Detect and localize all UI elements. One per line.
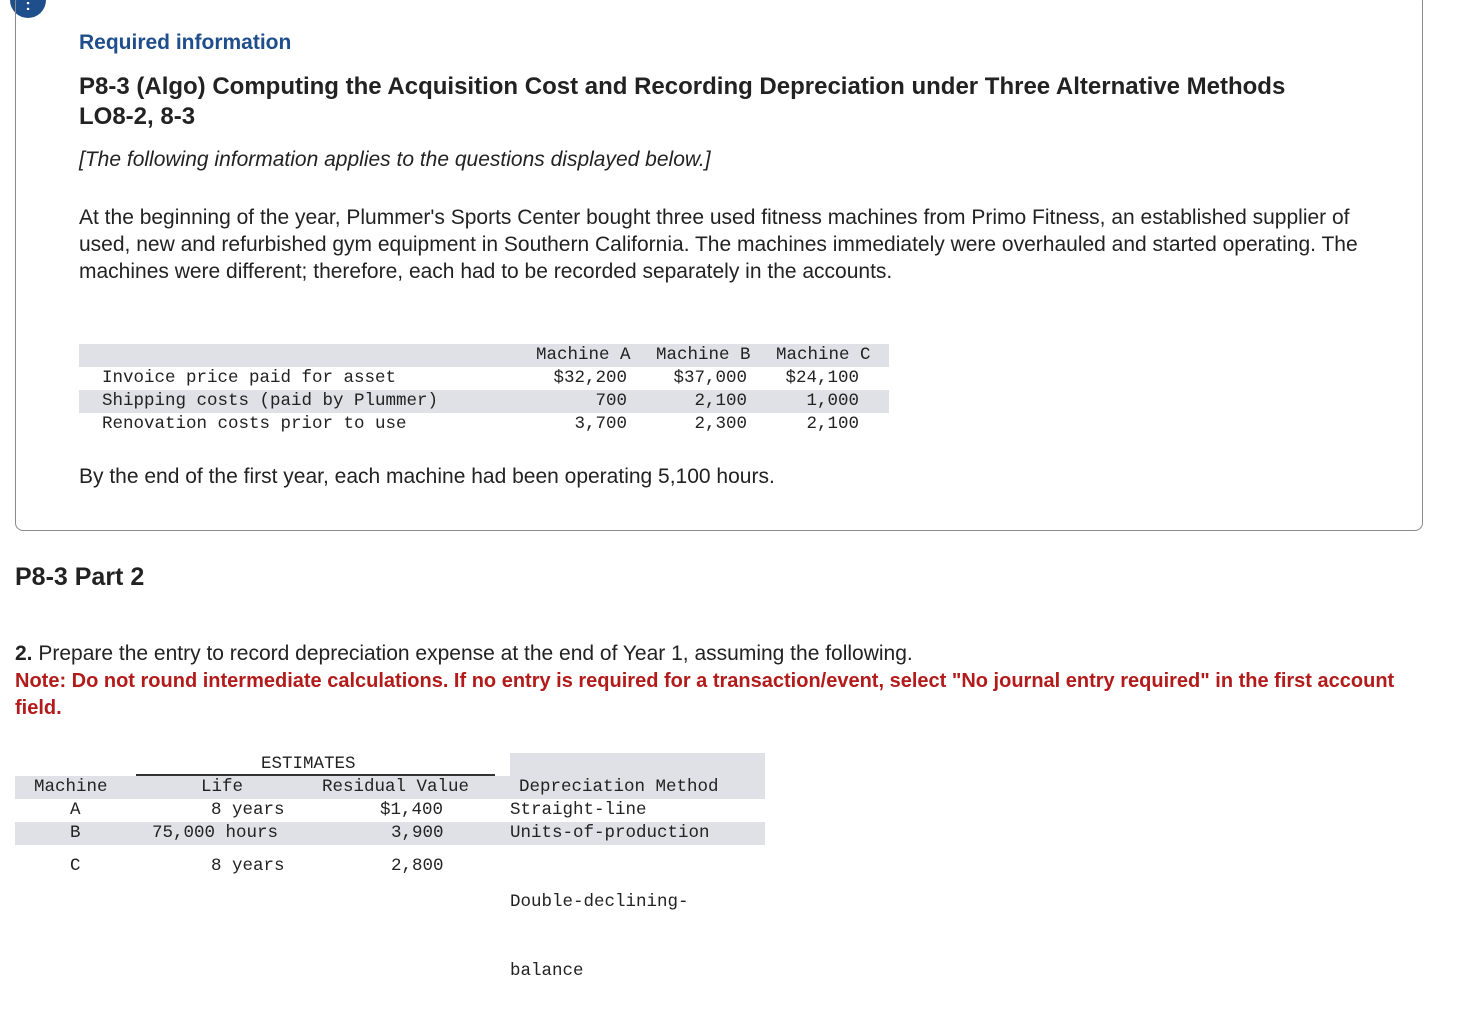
estimates-table	[15, 753, 765, 981]
cell-machine-c: $24,100	[785, 368, 859, 388]
table-row	[15, 845, 765, 981]
required-information-heading: Required information	[79, 31, 292, 54]
method-line-2: balance	[510, 961, 584, 981]
header-shade	[510, 753, 765, 776]
cell-machine: C	[70, 856, 81, 876]
table-row	[15, 799, 765, 822]
table-row	[79, 390, 889, 413]
header-machine-a: Machine A	[536, 345, 631, 365]
table-row	[79, 367, 889, 390]
cell-machine-b: 2,100	[694, 391, 747, 411]
cost-table-header-row	[79, 344, 889, 367]
operating-hours-text: By the end of the first year, each machine had been operating 5,100 hours.	[79, 465, 775, 488]
row-label: Shipping costs (paid by Plummer)	[102, 391, 439, 411]
row-label: Invoice price paid for asset	[102, 368, 397, 388]
question-text	[15, 642, 913, 666]
cell-machine-c: 1,000	[806, 391, 859, 411]
cell-machine-a: 3,700	[574, 414, 627, 434]
estimates-header-row	[15, 776, 765, 799]
cell-machine-a: $32,200	[553, 368, 627, 388]
cell-machine-b: $37,000	[673, 368, 747, 388]
cell-machine: B	[70, 823, 81, 843]
scenario-text: At the beginning of the year, Plummer's Sports Center bought three used fitness machines from Primo Fitness, an established supplier of used, new and refurbished gym equipment in Southern California. The machines immediately were overhauled and started operating. The machines were different; therefore, each had to be recorded separately in the accounts.	[79, 206, 1358, 283]
problem-title: P8-3 (Algo) Computing the Acquisition Cost and Recording Depreciation under Three Alternative Methods LO8-2, 8-3	[79, 73, 1286, 130]
question-number: 2.	[15, 642, 33, 665]
cell-machine-b: 2,300	[694, 414, 747, 434]
acquisition-cost-table	[79, 344, 889, 436]
header-depreciation-method: Depreciation Method	[519, 777, 719, 797]
header-machine: Machine	[34, 777, 108, 797]
part-title: P8-3 Part 2	[15, 563, 145, 591]
cell-life: 8 years	[211, 856, 285, 876]
header-life: Life	[201, 777, 244, 797]
cell-machine-c: 2,100	[806, 414, 859, 434]
table-row	[15, 822, 765, 845]
row-label: Renovation costs prior to use	[102, 414, 407, 434]
cell-method	[510, 845, 689, 1029]
header-machine-b: Machine B	[656, 345, 751, 365]
estimates-group-header	[15, 753, 765, 776]
method-line-1: Double-declining-	[510, 892, 689, 912]
cell-machine: A	[70, 800, 81, 820]
applies-note: [The following information applies to the questions displayed below.]	[79, 148, 711, 171]
cell-residual: $1,400	[380, 800, 444, 820]
cell-residual: 3,900	[391, 823, 444, 843]
table-row	[79, 413, 889, 436]
header-machine-c: Machine C	[776, 345, 871, 365]
cell-life: 8 years	[211, 800, 285, 820]
question-body: Prepare the entry to record depreciation expense at the end of Year 1, assuming the following.	[38, 642, 913, 665]
cell-life: 75,000 hours	[152, 823, 279, 843]
cell-machine-a: 700	[595, 391, 627, 411]
instruction-note: Note: Do not round intermediate calculations. If no entry is required for a transaction/event, select "No journal entry required" in the first account field.	[15, 670, 1395, 719]
cell-method: Units-of-production	[510, 823, 710, 843]
info-badge-icon: :	[10, 0, 46, 18]
header-residual-value: Residual Value	[322, 777, 470, 797]
cell-method: Straight-line	[510, 800, 647, 820]
estimates-label: ESTIMATES	[261, 754, 356, 774]
cell-residual: 2,800	[391, 856, 444, 876]
